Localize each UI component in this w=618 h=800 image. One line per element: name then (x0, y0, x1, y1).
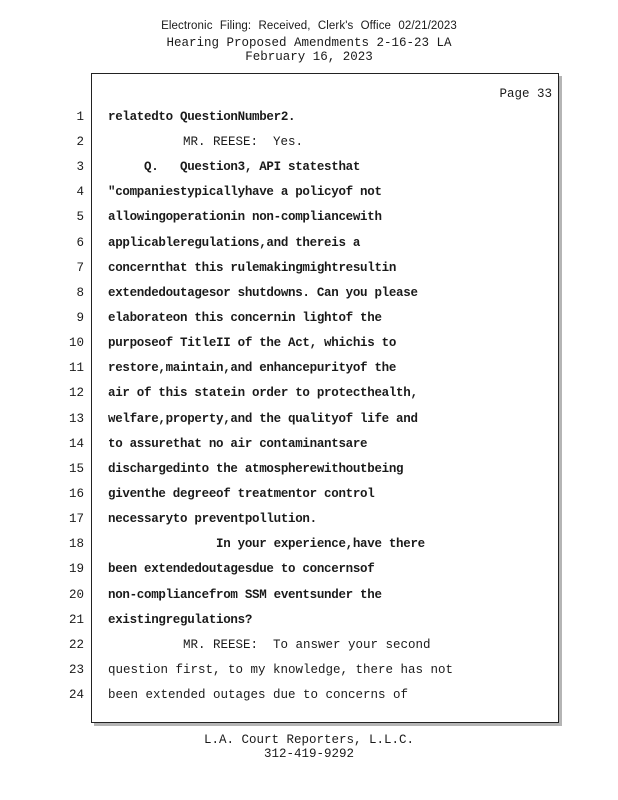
transcript-line: welfare,property,and the qualityof life and (108, 412, 418, 426)
transcript-line: non-compliancefrom SSM eventsunder the (108, 588, 382, 602)
transcript-line: relatedto QuestionNumber2. (108, 110, 296, 124)
line-number: 17 (68, 512, 84, 526)
line-number: 12 (68, 386, 84, 400)
transcript-line: MR. REESE: Yes. (108, 135, 304, 149)
line-number: 5 (76, 210, 84, 224)
line-number: 18 (68, 537, 84, 551)
line-number: 1 (76, 110, 84, 124)
transcript-line: necessaryto preventpollution. (108, 512, 317, 526)
transcript-line: giventhe degreeof treatmentor control (108, 487, 375, 501)
transcript-line: elaborateon this concernin lightof the (108, 311, 382, 325)
line-number: 11 (68, 361, 84, 375)
filing-stamp: Electronic Filing: Received, Clerk's Office 02/21/2023 (161, 20, 457, 32)
transcript-line: existingregulations? (108, 613, 253, 627)
transcript-line: extendedoutagesor shutdowns. Can you please (108, 286, 418, 300)
transcript-line: air of this statein order to protecthealth, (108, 386, 418, 400)
line-number: 3 (76, 160, 84, 174)
transcript-line: purposeof TitleII of the Act, whichis to (108, 336, 397, 350)
line-number: 6 (76, 236, 84, 250)
line-number: 2 (76, 135, 84, 149)
court-reporter-name: L.A. Court Reporters, L.L.C. (203, 733, 415, 747)
line-number: 22 (68, 638, 84, 652)
line-number: 23 (68, 663, 84, 677)
line-number: 21 (68, 613, 84, 627)
line-number: 24 (68, 688, 84, 702)
line-number: 7 (76, 261, 84, 275)
line-number: 9 (76, 311, 84, 325)
line-number: 19 (68, 562, 84, 576)
transcript-line: allowingoperationin non-compliancewith (108, 210, 382, 224)
transcript-line: MR. REESE: To answer your second (108, 638, 431, 652)
hearing-date: February 16, 2023 (245, 50, 373, 64)
line-number: 13 (68, 412, 84, 426)
line-number: 16 (68, 487, 84, 501)
court-reporter-phone: 312-419-9292 (263, 747, 354, 761)
hearing-title: Hearing Proposed Amendments 2-16-23 LA (166, 36, 452, 50)
transcript-line: been extended outages due to concerns of (108, 688, 409, 702)
transcript-line: question first, to my knowledge, there has not (108, 663, 454, 677)
line-number: 4 (76, 185, 84, 199)
line-number: 14 (68, 437, 84, 451)
transcript-line: applicableregulations,and thereis a (108, 236, 361, 250)
page-number: Page 33 (499, 87, 552, 101)
transcript-line: concernthat this rulemakingmightresultin (108, 261, 397, 275)
line-number: 15 (68, 462, 84, 476)
transcript-line: dischargedinto the atmospherewithoutbeing (108, 462, 404, 476)
transcript-line: Q. Question3, API statesthat (108, 160, 361, 174)
transcript-line: "companiestypicallyhave a policyof not (108, 185, 382, 199)
transcript-line: to assurethat no air contaminantsare (108, 437, 368, 451)
transcript-line: In your experience,have there (108, 537, 425, 551)
line-number: 10 (68, 336, 84, 350)
transcript-line: restore,maintain,and enhancepurityof the (108, 361, 397, 375)
line-number: 20 (68, 588, 84, 602)
line-number: 8 (76, 286, 84, 300)
transcript-line: been extendedoutagesdue to concernsof (108, 562, 375, 576)
